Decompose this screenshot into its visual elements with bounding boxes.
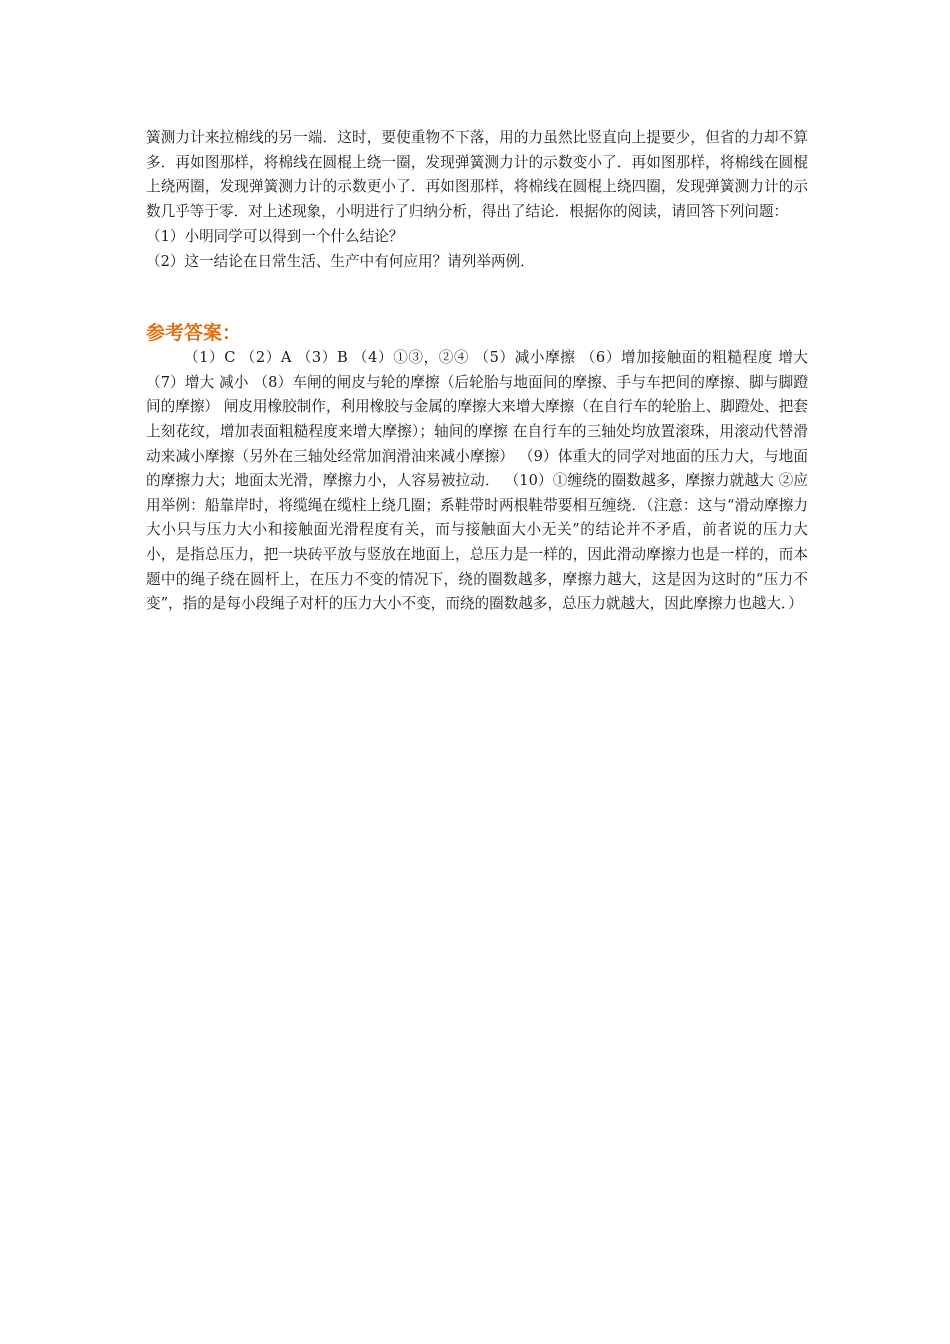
document-content [146,126,808,617]
question-item-2: （2）这一结论在日常生活、生产中有何应用？请列举两例． [146,252,535,270]
question-paragraph: 簧测力计来拉棉线的另一端．这时，要使重物不下落，用的力虽然比竖直向上提要少，但省的力却不算多．再如图那样，将棉线在圆棍上绕一圈，发现弹簧测力计的示数变小了．再如图那样，将棉线在圆棍上绕两圈，发现弹簧测力计的示数更小了．再如图那样，将棉线在圆棍上绕四圈，发现弹簧测力计的示数几乎等于零．对上述现象，小明进行了归纳分析，得出了结论．根据你的阅读，请回答下列问题： [146,129,808,221]
question-item-1: （1）小明同学可以得到一个什么结论？ [146,227,404,245]
answer-paragraph: （1）C （2）A （3）B （4）①③，②④ （5）减小摩擦 （6）增加接触面的粗糙程度 增大 （7）增大 减小 （8）车闸的闸皮与轮的摩擦（后轮胎与地面间的摩擦、手与车把间的摩擦、脚与脚蹬间的摩擦） 闸皮用橡胶制作，利用橡胶与金属的摩擦大来增大摩擦（在自行车的轮胎上、脚蹬处、把套上刻花纹，增加表面粗糙程度来增大摩擦）；轴间的摩擦 在自行车的三轴处均放置滚珠，用滚动代替滑动来减小摩擦（另外在三轴处经常加润滑油来减小摩擦） （9）体重大的同学对地面的压力大，与地面的摩擦力大；地面太光滑，摩擦力小，人容易被拉动． （10）①缠绕的圈数越多，摩擦力就越大 ②应用举例：船靠岸时，将缆绳在缆柱上绕几圈；系鞋带时两根鞋带要相互缠绕．（注意：这与“滑动摩擦力大小只与压力大小和接触面光滑程度有关，而与接触面大小无关”的结论并不矛盾，前者说的压力大小，是指总压力，把一块砖平放与竖放在地面上，总压力是一样的，因此滑动摩擦力也是一样的，而本题中的绳子绕在圆杆上，在压力不变的情况下，绕的圈数越多，摩擦力越大，这是因为这时的“压力不变”，指的是每小段绳子对杆的压力大小不变，而绕的圈数越多，总压力就越大，因此摩擦力也越大．） [146,349,808,613]
answer-heading: 参考答案： [146,322,242,345]
